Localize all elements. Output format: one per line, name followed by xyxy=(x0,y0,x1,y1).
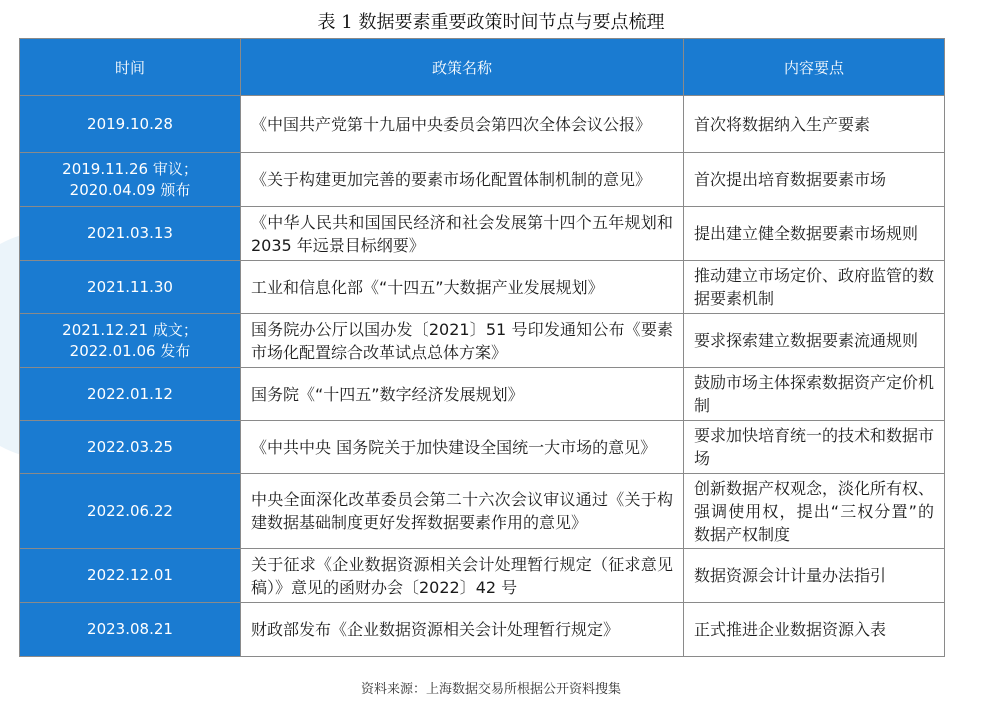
key-point-cell: 创新数据产权观念，淡化所有权、强调使用权，提出“三权分置”的数据产权制度 xyxy=(684,474,945,549)
date-cell: 2019.11.26 审议；2020.04.09 颁布 xyxy=(20,153,241,207)
table-header-row xyxy=(20,39,945,96)
header-policy-name: 政策名称 xyxy=(241,39,684,96)
policy-table xyxy=(19,38,945,657)
policy-name-cell: 国务院《“十四五”数字经济发展规划》 xyxy=(241,368,684,421)
table-row xyxy=(20,207,945,261)
policy-name-cell: 国务院办公厅以国办发〔2021〕51 号印发通知公布《要素市场化配置综合改革试点总体方案》 xyxy=(241,314,684,368)
date-cell: 2022.03.25 xyxy=(20,421,241,474)
key-point-cell: 正式推进企业数据资源入表 xyxy=(684,603,945,657)
table-row xyxy=(20,368,945,421)
policy-name-cell: 《关于构建更加完善的要素市场化配置体制机制的意见》 xyxy=(241,153,684,207)
policy-name-cell: 财政部发布《企业数据资源相关会计处理暂行规定》 xyxy=(241,603,684,657)
date-cell: 2022.12.01 xyxy=(20,549,241,603)
date-cell: 2022.01.12 xyxy=(20,368,241,421)
key-point-cell: 推动建立市场定价、政府监管的数据要素机制 xyxy=(684,261,945,314)
policy-name-cell: 《中国共产党第十九届中央委员会第四次全体会议公报》 xyxy=(241,96,684,153)
policy-name-cell: 工业和信息化部《“十四五”大数据产业发展规划》 xyxy=(241,261,684,314)
date-cell: 2021.11.30 xyxy=(20,261,241,314)
key-point-cell: 数据资源会计计量办法指引 xyxy=(684,549,945,603)
table-row xyxy=(20,153,945,207)
date-cell: 2021.03.13 xyxy=(20,207,241,261)
key-point-cell: 鼓励市场主体探索数据资产定价机制 xyxy=(684,368,945,421)
table-row xyxy=(20,549,945,603)
key-point-cell: 首次将数据纳入生产要素 xyxy=(684,96,945,153)
table-row xyxy=(20,421,945,474)
policy-name-cell: 《中共中央 国务院关于加快建设全国统一大市场的意见》 xyxy=(241,421,684,474)
date-cell: 2023.08.21 xyxy=(20,603,241,657)
key-point-cell: 首次提出培育数据要素市场 xyxy=(684,153,945,207)
policy-name-cell: 关于征求《企业数据资源相关会计处理暂行规定（征求意见稿）》意见的函财办会〔2022〕42 号 xyxy=(241,549,684,603)
table-row xyxy=(20,96,945,153)
key-point-cell: 要求加快培育统一的技术和数据市场 xyxy=(684,421,945,474)
source-note: 资料来源：上海数据交易所根据公开资料搜集 xyxy=(360,682,621,697)
table-title: 表 1 数据要素重要政策时间节点与要点梳理 xyxy=(317,12,665,33)
key-point-cell: 提出建立健全数据要素市场规则 xyxy=(684,207,945,261)
table-row xyxy=(20,474,945,549)
header-time: 时间 xyxy=(20,39,241,96)
policy-name-cell: 中央全面深化改革委员会第二十六次会议审议通过《关于构建数据基础制度更好发挥数据要素作用的意见》 xyxy=(241,474,684,549)
policy-name-cell: 《中华人民共和国国民经济和社会发展第十四个五年规划和 2035 年远景目标纲要》 xyxy=(241,207,684,261)
date-cell: 2019.10.28 xyxy=(20,96,241,153)
table-row xyxy=(20,603,945,657)
table-row xyxy=(20,314,945,368)
header-key-points: 内容要点 xyxy=(684,39,945,96)
key-point-cell: 要求探索建立数据要素流通规则 xyxy=(684,314,945,368)
date-cell: 2022.06.22 xyxy=(20,474,241,549)
table-row xyxy=(20,261,945,314)
date-cell: 2021.12.21 成文；2022.01.06 发布 xyxy=(20,314,241,368)
